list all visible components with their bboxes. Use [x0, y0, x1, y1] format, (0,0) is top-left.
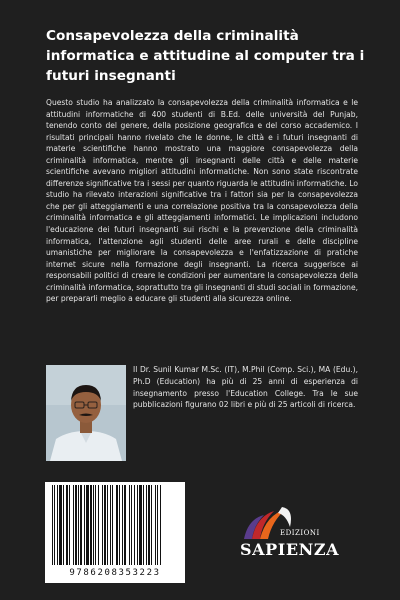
book-abstract: Questo studio ha analizzato la consapevolezza della criminalità informatica e le attitudini informatiche di 400 studenti di B.Ed. delle università del Punjab, tenendo conto del genere, della posizione geografica e del corso accademico. I risultati principali hanno rivelato che le donne, le città e i futuri insegnanti di materie scientifiche hanno mostrato una maggiore consapevolezza della criminalità informatica, mentre gli insegnanti delle città e delle materie scientifiche avevano migliori attitudini informatiche. Non sono state riscontrate differenze significative tra i sessi per quanto riguarda le attitudini informatiche. Lo studio ha rilevato interazioni significative tra i fattori sia per la consapevolezza che per gli atteggiamenti e una correlazione positiva tra la consapevolezza della criminalità informatica e gli atteggiamenti informatici. Le implicazioni includono l'educazione dei futuri insegnanti sui rischi e la prevenzione della criminalità informatica, l'attenzione agli studenti delle aree rurali e delle discipline umanistiche per migliorare la consapevolezza e l'enfatizzazione di pratiche internet sicure nella formazione degli insegnanti. La ricerca suggerisce ai responsabili politici di creare le condizioni per aumentare la consapevolezza della criminalità informatica, soprattutto tra gli insegnanti di studi sociali in formazione, per prepararli meglio a educare gli studenti alla sicurezza online. — [46, 98, 358, 304]
barcode-bar — [75, 485, 77, 565]
barcode-bar — [73, 485, 74, 565]
publisher-name: SAPIENZA — [240, 540, 340, 559]
barcode-bar — [84, 485, 85, 565]
barcode-bar — [146, 485, 147, 565]
barcode-bar — [66, 485, 68, 565]
barcode-bar — [98, 485, 99, 565]
barcode-bar — [143, 485, 144, 565]
barcode-bar — [95, 485, 96, 565]
barcode-bar — [52, 485, 53, 565]
barcode-bar — [78, 485, 79, 565]
barcode-bar — [59, 485, 62, 565]
barcode-bar — [80, 485, 82, 565]
barcode-bar — [90, 485, 92, 565]
barcode-bar — [63, 485, 64, 565]
barcode-bar — [116, 485, 118, 565]
barcode-bar — [131, 485, 132, 565]
barcode-bar — [110, 485, 111, 565]
book-title: Consapevolezza della criminalità informatica e attitudine al computer tra i futuri insegnanti — [46, 28, 365, 84]
barcode-bar — [57, 485, 58, 565]
barcode-bar — [102, 485, 103, 565]
isbn-number: 9786208353223 — [69, 568, 161, 578]
barcode-bar — [69, 485, 70, 565]
barcode-bar — [155, 485, 156, 565]
author-photo — [46, 365, 126, 461]
barcode-bars — [48, 485, 182, 567]
barcode-bar — [119, 485, 120, 565]
barcode-bar — [129, 485, 130, 565]
barcode-bar — [122, 485, 123, 565]
barcode-bar — [137, 485, 138, 565]
barcode-bar — [160, 485, 161, 565]
barcode-bar — [107, 485, 108, 565]
isbn-barcode — [45, 482, 185, 583]
barcode-bar — [54, 485, 55, 565]
barcode-bar — [134, 485, 135, 565]
barcode-bar — [139, 485, 142, 565]
barcode-bar — [86, 485, 89, 565]
barcode-bar — [93, 485, 94, 565]
author-bio: Il Dr. Sunil Kumar M.Sc. (IT), M.Phil (Comp. Sci.), MA (Edu.), Ph.D (Education) ha più di 25 anni di esperienza di insegnamento presso l'Education College. Tra le sue pubblicazioni figurano 02 libri e più di 25 articoli di ricerca. — [133, 365, 358, 410]
publisher-logo — [238, 505, 338, 565]
publisher-label: EDIZIONI — [280, 529, 320, 537]
barcode-bar — [148, 485, 150, 565]
barcode-bar — [157, 485, 158, 565]
barcode-bar — [104, 485, 106, 565]
barcode-bar — [151, 485, 152, 565]
barcode-bar — [124, 485, 126, 565]
barcode-bar — [112, 485, 113, 565]
